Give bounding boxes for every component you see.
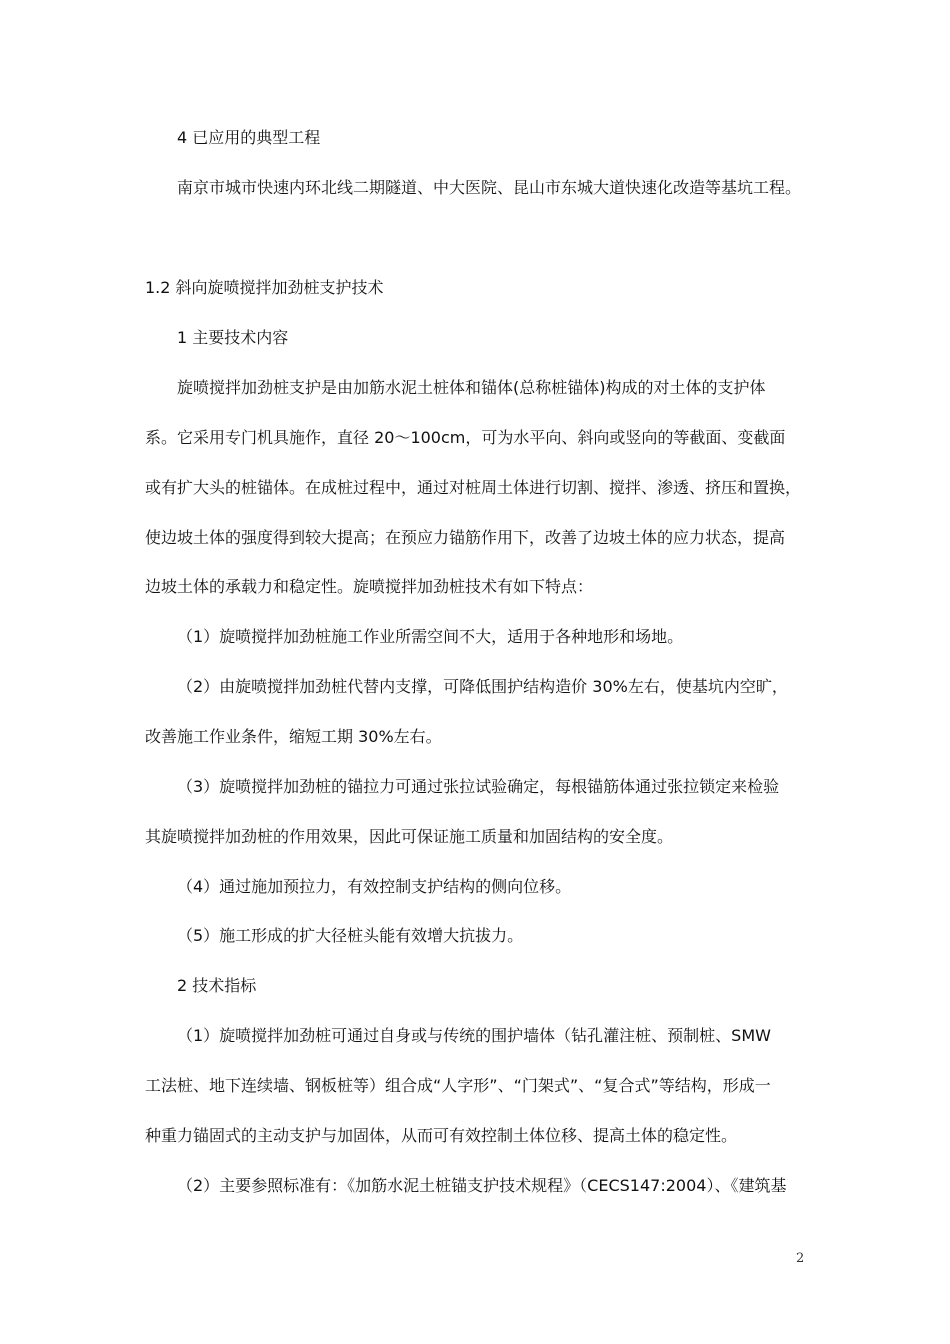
list-item: （2）主要参照标准有：《加筋水泥土桩锚支护技术规程》（CECS147:2004）、《建筑基 (177, 1176, 787, 1195)
page-number: 2 (796, 1251, 805, 1266)
paragraph-line: 改善施工作业条件，缩短工期 30%左右。 (145, 727, 442, 746)
list-item: （3）旋喷搅拌加劲桩的锚拉力可通过张拉试验确定，每根锚筋体通过张拉锁定来检验 (177, 777, 780, 796)
list-item: （1）旋喷搅拌加劲桩施工作业所需空间不大，适用于各种地形和场地。 (177, 627, 684, 646)
list-item: （4）通过施加预拉力，有效控制支护结构的侧向位移。 (177, 877, 572, 896)
section-heading: 1 主要技术内容 (177, 328, 289, 347)
paragraph-line: 其旋喷搅拌加劲桩的作用效果，因此可保证施工质量和加固结构的安全度。 (145, 827, 674, 846)
list-item: （1）旋喷搅拌加劲桩可通过自身或与传统的围护墙体（钻孔灌注桩、预制桩、SMW (177, 1026, 771, 1045)
section-heading: 2 技术指标 (177, 976, 257, 995)
paragraph-line: 系。它采用专门机具施作，直径 20～100cm，可为水平向、斜向或竖向的等截面、变截面 (145, 428, 786, 447)
paragraph-line: 旋喷搅拌加劲桩支护是由加筋水泥土桩体和锚体(总称桩锚体)构成的对土体的支护体 (177, 378, 766, 397)
list-item: （5）施工形成的扩大径桩头能有效增大抗拔力。 (177, 926, 524, 945)
paragraph-line: 南京市城市快速内环北线二期隧道、中大医院、昆山市东城大道快速化改造等基坑工程。 (177, 178, 802, 197)
paragraph-line: 使边坡土体的强度得到较大提高；在预应力锚筋作用下，改善了边坡土体的应力状态，提高 (145, 528, 786, 547)
chapter-heading: 1.2 斜向旋喷搅拌加劲桩支护技术 (145, 278, 384, 297)
section-heading: 4 已应用的典型工程 (177, 128, 321, 147)
paragraph-line: 或有扩大头的桩锚体。在成桩过程中，通过对桩周土体进行切割、搅拌、渗透、挤压和置换， (145, 478, 802, 497)
paragraph-line: 种重力锚固式的主动支护与加固体，从而可有效控制土体位移、提高土体的稳定性。 (145, 1126, 738, 1145)
paragraph-line: 边坡土体的承载力和稳定性。旋喷搅拌加劲桩技术有如下特点： (145, 577, 594, 596)
list-item: （2）由旋喷搅拌加劲桩代替内支撑，可降低围护结构造价 30%左右，使基坑内空旷， (177, 677, 788, 696)
paragraph-line: 工法桩、地下连续墙、钢板桩等）组合成“人字形”、“门架式”、“复合式”等结构，形成一 (145, 1076, 771, 1095)
